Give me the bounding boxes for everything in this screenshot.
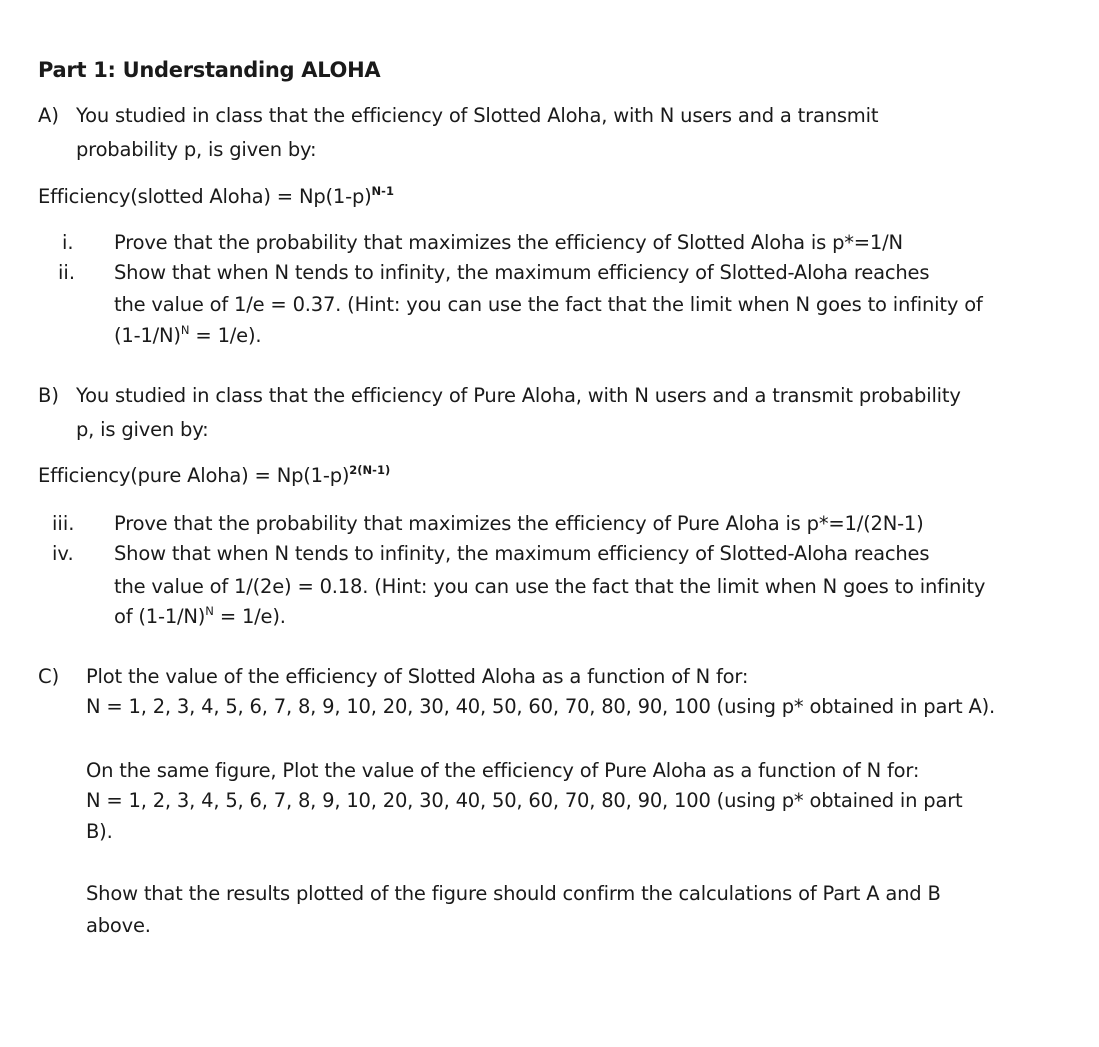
- part-a-item-2-line-2: the value of 1/e = 0.37. (Hint: you can use the fact that the limit when N goes to infinity of: [114, 293, 983, 316]
- part-b-formula-base: Efficiency(pure Aloha) = Np(1-p): [38, 464, 350, 487]
- page-title: Part 1: Understanding ALOHA: [38, 58, 381, 82]
- part-c-paragraph-3-line-1: Show that the results plotted of the figure should confirm the calculations of Part A and B: [86, 882, 941, 905]
- part-a-item-2-marker: ii.: [58, 261, 76, 284]
- part-b-item-2-line-2: the value of 1/(2e) = 0.18. (Hint: you can use the fact that the limit when N goes to infinity: [114, 575, 986, 598]
- part-a-formula-base: Efficiency(slotted Aloha) = Np(1-p): [38, 185, 372, 208]
- part-b-item-1-marker: iii.: [52, 512, 75, 535]
- part-b-item-2-expr-exponent: N: [205, 604, 214, 618]
- part-a-item-2-expr-base: (1-1/N): [114, 324, 181, 347]
- part-b-item-2-marker: iv.: [52, 542, 74, 565]
- part-b-item-2-line-1: Show that when N tends to infinity, the maximum efficiency of Slotted-Aloha reaches: [114, 542, 930, 565]
- part-b-formula: [38, 464, 390, 488]
- part-b-intro-line-2: p, is given by:: [76, 418, 209, 441]
- part-a-marker: A): [38, 104, 59, 127]
- part-c-paragraph-1-line-1: Plot the value of the efficiency of Slotted Aloha as a function of N for:: [86, 665, 749, 688]
- part-b-intro-line-1: You studied in class that the efficiency of Pure Aloha, with N users and a transmit probability: [76, 384, 961, 407]
- part-a-item-2-expr-tail: = 1/e).: [189, 324, 262, 347]
- part-c-paragraph-3-line-2: above.: [86, 914, 151, 937]
- part-a-item-2-expr-exponent: N: [180, 323, 190, 337]
- part-a-item-1-text: Prove that the probability that maximizes the efficiency of Slotted Aloha is p*=1/N: [114, 231, 903, 254]
- part-b-item-2-expr-base: of (1-1/N): [114, 605, 206, 628]
- part-a-intro-line-1: You studied in class that the efficiency of Slotted Aloha, with N users and a transmit: [76, 104, 879, 127]
- part-a-intro-line-2: probability p, is given by:: [76, 138, 317, 161]
- part-a-item-1-marker: i.: [62, 231, 74, 254]
- part-a-formula: [38, 185, 394, 209]
- part-a-item-2-line-3: [114, 324, 261, 348]
- part-b-item-2-line-3: [114, 605, 286, 629]
- part-b-formula-exponent: 2(N-1): [349, 463, 391, 477]
- part-b-marker: B): [38, 384, 59, 407]
- part-c-marker: C): [38, 665, 60, 688]
- part-c-paragraph-1-line-2: N = 1, 2, 3, 4, 5, 6, 7, 8, 9, 10, 20, 30, 40, 50, 60, 70, 80, 90, 100 (using p* obtained in part A).: [86, 695, 996, 718]
- part-c-paragraph-2-line-2: N = 1, 2, 3, 4, 5, 6, 7, 8, 9, 10, 20, 30, 40, 50, 60, 70, 80, 90, 100 (using p* obtained in part: [86, 789, 963, 812]
- part-a-formula-exponent: N-1: [371, 184, 394, 198]
- part-c-paragraph-2-line-1: On the same figure, Plot the value of the efficiency of Pure Aloha as a function of N for:: [86, 759, 920, 782]
- part-b-item-2-expr-tail: = 1/e).: [213, 605, 286, 628]
- part-a-item-2-line-1: Show that when N tends to infinity, the maximum efficiency of Slotted-Aloha reaches: [114, 261, 930, 284]
- part-b-item-1-text: Prove that the probability that maximizes the efficiency of Pure Aloha is p*=1/(2N-1): [114, 512, 924, 535]
- part-c-paragraph-2-line-3: B).: [86, 820, 113, 843]
